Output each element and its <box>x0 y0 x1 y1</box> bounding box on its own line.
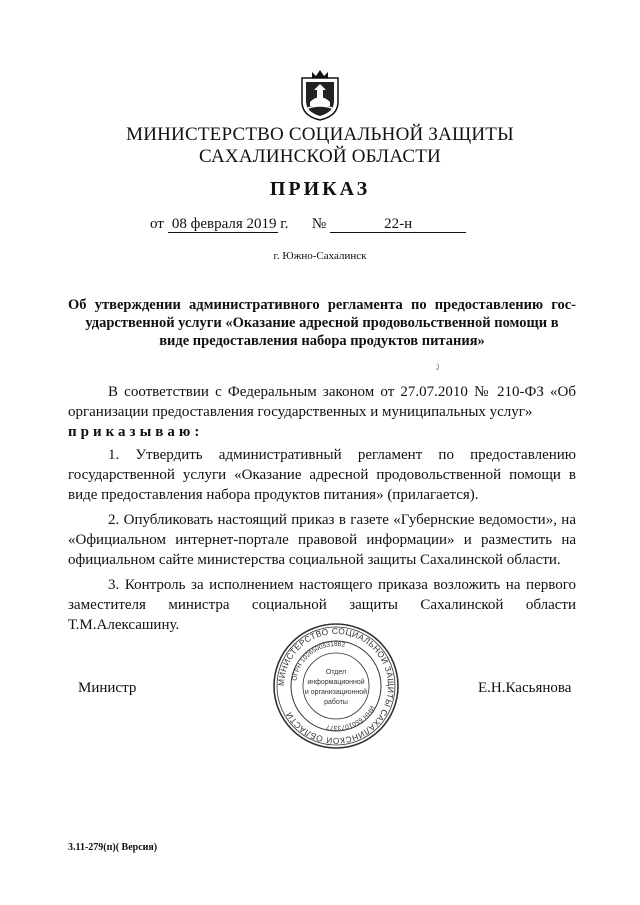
order-number: 22-н <box>330 216 466 233</box>
preamble-paragraph: В соответствии с Федеральным законом от 27.07.2010 № 210-ФЗ «Об организации предоставления государственных и муниципальных услуг» <box>68 384 576 420</box>
stamp-center-line-3: и организационной <box>304 689 368 696</box>
city-name: г. Южно-Сахалинск <box>273 250 367 262</box>
order-date: 08 февраля 2019 г. <box>168 216 278 233</box>
date-label: от <box>150 216 164 232</box>
scan-mark: ⤸ <box>434 362 442 372</box>
subject-line-1: Об утверждении административного регламента по предоставлению гос- <box>68 297 576 313</box>
stamp-inn: ИНН 6501073377 <box>325 704 376 732</box>
stamp-center-line-1: Отдел <box>325 669 347 676</box>
signatory-position: Министр <box>78 680 137 696</box>
stamp-ogrn: ОГРН 1026500531862 <box>291 640 346 682</box>
order-date-number-line <box>150 216 466 233</box>
stamp-ring-text: МИНИСТЕРСТВО СОЦИАЛЬНОЙ ЗАЩИТЫ САХАЛИНСКОЙ ОБЛАСТИ <box>275 625 397 747</box>
ministry-name-line2: САХАЛИНСКОЙ ОБЛАСТИ <box>199 146 441 167</box>
footer-document-code: 3.11-279(п)( Версия) <box>68 842 158 853</box>
ministry-name-line1: МИНИСТЕРСТВО СОЦИАЛЬНОЙ ЗАЩИТЫ <box>126 124 514 145</box>
order-word: приказываю: <box>68 424 204 440</box>
order-subject <box>68 296 576 350</box>
order-item-1: 1. Утвердить административный регламент по предоставлению государственной услуги «Оказание адресной продовольственной помощи в виде предоставления набора продуктов питания» (прилагается). <box>68 447 576 503</box>
stamp-center-line-4: работы <box>324 699 348 706</box>
document-type-title: ПРИКАЗ <box>269 178 371 200</box>
signatory-name: Е.Н.Касьянова <box>478 680 572 696</box>
order-item-2: 2. Опубликовать настоящий приказ в газете «Губернские ведомости», на «Официальном интернет-портале правовой информации» и разместить на официальном сайте министерства социальной защиты Сахалинской области. <box>68 512 576 568</box>
number-label: № <box>311 216 327 232</box>
order-item-3: 3. Контроль за исполнением настоящего приказа возложить на первого заместителя министра социальной защиты Сахалинской области Т.М.Алексашину. <box>68 577 576 633</box>
official-stamp <box>270 620 402 752</box>
subject-line-3: виде предоставления набора продуктов питания» <box>159 333 485 349</box>
coat-of-arms-icon <box>298 68 342 122</box>
subject-line-2: ударственной услуги «Оказание адресной продовольственной помощи в <box>85 315 559 331</box>
stamp-center-line-2: информационной <box>307 679 365 686</box>
